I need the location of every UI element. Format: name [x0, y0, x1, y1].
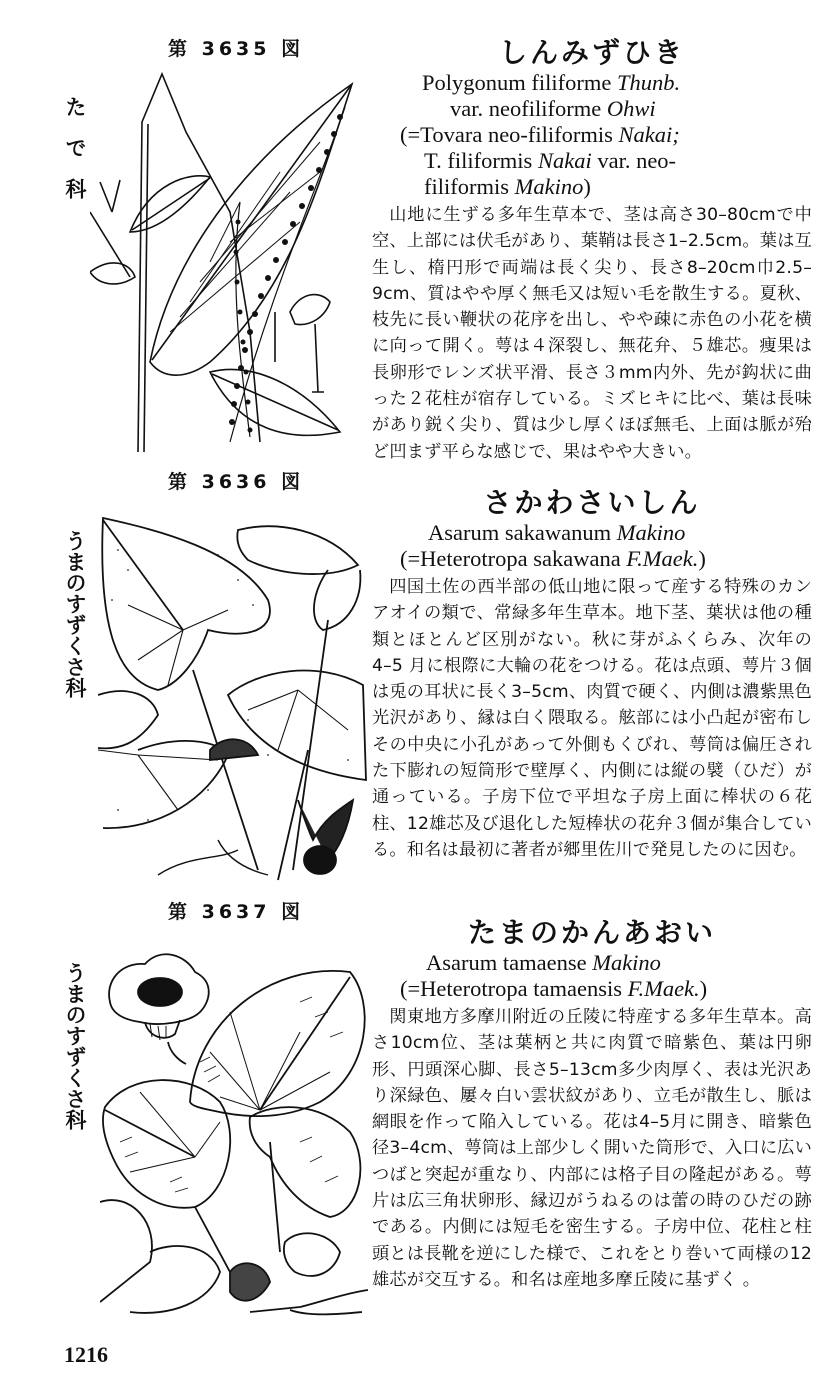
- figure-number-3637: 第 3637 図: [168, 901, 305, 923]
- family-label-polygonaceae: たで科: [63, 96, 87, 219]
- japanese-name: たまのかんあおい: [467, 916, 716, 949]
- family-label-aristolochiaceae: うまのすずくさ科: [63, 962, 87, 1130]
- sci-text: Asarum tamaense: [426, 950, 593, 975]
- scientific-name-line-5: [372, 174, 812, 200]
- scientific-name-line-3: [372, 122, 812, 148]
- scientific-name-line-4: [372, 148, 812, 174]
- species-entry-shinmizuhiki: [372, 36, 812, 465]
- illustration-asarum-sakawanum: [98, 510, 373, 890]
- sci-author: F.Maek.: [626, 546, 699, 571]
- sci-text: Asarum sakawanum: [428, 520, 617, 545]
- japanese-name: しんみずひき: [498, 36, 685, 69]
- sci-text: T. filiformis: [424, 148, 538, 173]
- sci-text: (=Tovara neo-filiformis: [400, 122, 619, 147]
- sci-author: Nakai;: [618, 122, 680, 147]
- scientific-name-line-1: [372, 520, 812, 546]
- page-number: 1216: [64, 1342, 108, 1367]
- scientific-name-line-2: [372, 96, 812, 122]
- sci-text: (=Heterotropa sakawana: [400, 546, 627, 571]
- description: 山地に生ずる多年生草本で、茎は高さ30–80cmで中空、上部には伏毛があり、葉鞘は長さ1–2.5cm。葉は互生し、楕円形で両端は長く尖り、長さ8–20cm巾2.5–9cm、質はやや厚く無毛又は短い毛を散生する。夏秋、枝先に長い鞭状の花序を出し、やや疎に赤色の小花を横に向って開く。萼は４深裂し、無花弁、５雄芯。痩果は長卵形でレンズ状平滑、長さ３mm内外、先が鈎状に曲った２花柱が宿存している。ミズヒキに比べ、葉は長味があり鋭く尖り、質は少し厚くほぼ無毛、上面は脈が殆ど凹まず平らな感じで、果はやや大きい。: [372, 205, 812, 462]
- sci-tail: ): [699, 976, 708, 1001]
- family-label-aristolochiaceae: うまのすずくさ科: [63, 530, 87, 698]
- japanese-name: さかわさいしん: [483, 486, 701, 519]
- scientific-name-line-1: [372, 950, 812, 976]
- figure-number-3636: 第 3636 図: [168, 471, 305, 493]
- scientific-name-line-2: [372, 546, 812, 572]
- sci-text: Polygonum filiforme: [422, 70, 617, 95]
- sci-tail: ): [583, 174, 591, 199]
- sci-author: Makino: [592, 950, 661, 975]
- sci-author: Nakai: [537, 148, 592, 173]
- figure-number-3635: 第 3635 図: [168, 38, 305, 60]
- description: 四国土佐の西半部の低山地に限って産する特殊のカンアオイの類で、常緑多年生草本。地下茎、葉状は他の種類とほとんど区別がない。秋に芽がふくらみ、次年の 4–5 月に根際に大輪の花をつける。花は点頭、萼片３個は兎の耳状に長く3–5cm、肉質で硬く、内側は濃紫黒色光沢があり、縁は白く隈取る。舷部には小凸起が密布しその中央に小孔があって外側もくびれ、萼筒は偏圧された下膨れの短筒形で壁厚く、内側には縦の襞（ひだ）が通っている。子房下位で平坦な子房上面に棒状の６花柱、12雄芯及び退化した短棒状の花弁３個が集合している。和名は最初に著者が郷里佐川で発見したのに因む。: [372, 577, 812, 860]
- sci-author: Thunb.: [617, 70, 681, 95]
- sci-text: (=Heterotropa tamaensis: [400, 976, 628, 1001]
- species-entry-sakawasaishin: [372, 486, 812, 863]
- sci-tail: var. neo-: [591, 148, 677, 173]
- scientific-name-line-2: [372, 976, 812, 1002]
- illustration-asarum-tamaense: [100, 942, 375, 1322]
- species-entry-tamanokanaoi: [372, 916, 812, 1293]
- sci-text: filiformis: [424, 174, 515, 199]
- description: 関東地方多摩川附近の丘陵に特産する多年生草本。高さ10cm位、茎は葉柄と共に肉質で暗紫色、葉は円卵形、円頭深心脚、長さ5–13cm多少肉厚く、表は光沢あり深緑色、屢々白い雲状紋があり、立毛が散生し、脈は網眼を作って陥入している。花は4–5月に開き、暗紫色径3–4cm、萼筒は上部少しく開いた筒形で、入口に広いつばと突起が重なり、内部には格子目の隆起がある。萼片は広三角状卵形、縁辺がうねるのは蕾の時のひだの跡である。内側には短毛を密生する。子房中位、花柱と柱頭とは長靴を逆にした様で、これをとり巻いて両様の12雄芯が交互する。和名は産地多摩丘陵に基ずく 。: [372, 1007, 812, 1290]
- sci-author: Makino: [616, 520, 686, 545]
- sci-author: Ohwi: [606, 96, 656, 121]
- illustration-polygonum: [90, 62, 370, 462]
- sci-tail: ): [698, 546, 706, 571]
- sci-author: Makino: [514, 174, 584, 199]
- sci-author: F.Maek.: [627, 976, 700, 1001]
- sci-text: var. neofiliforme: [450, 96, 607, 121]
- scientific-name-line-1: [372, 70, 812, 96]
